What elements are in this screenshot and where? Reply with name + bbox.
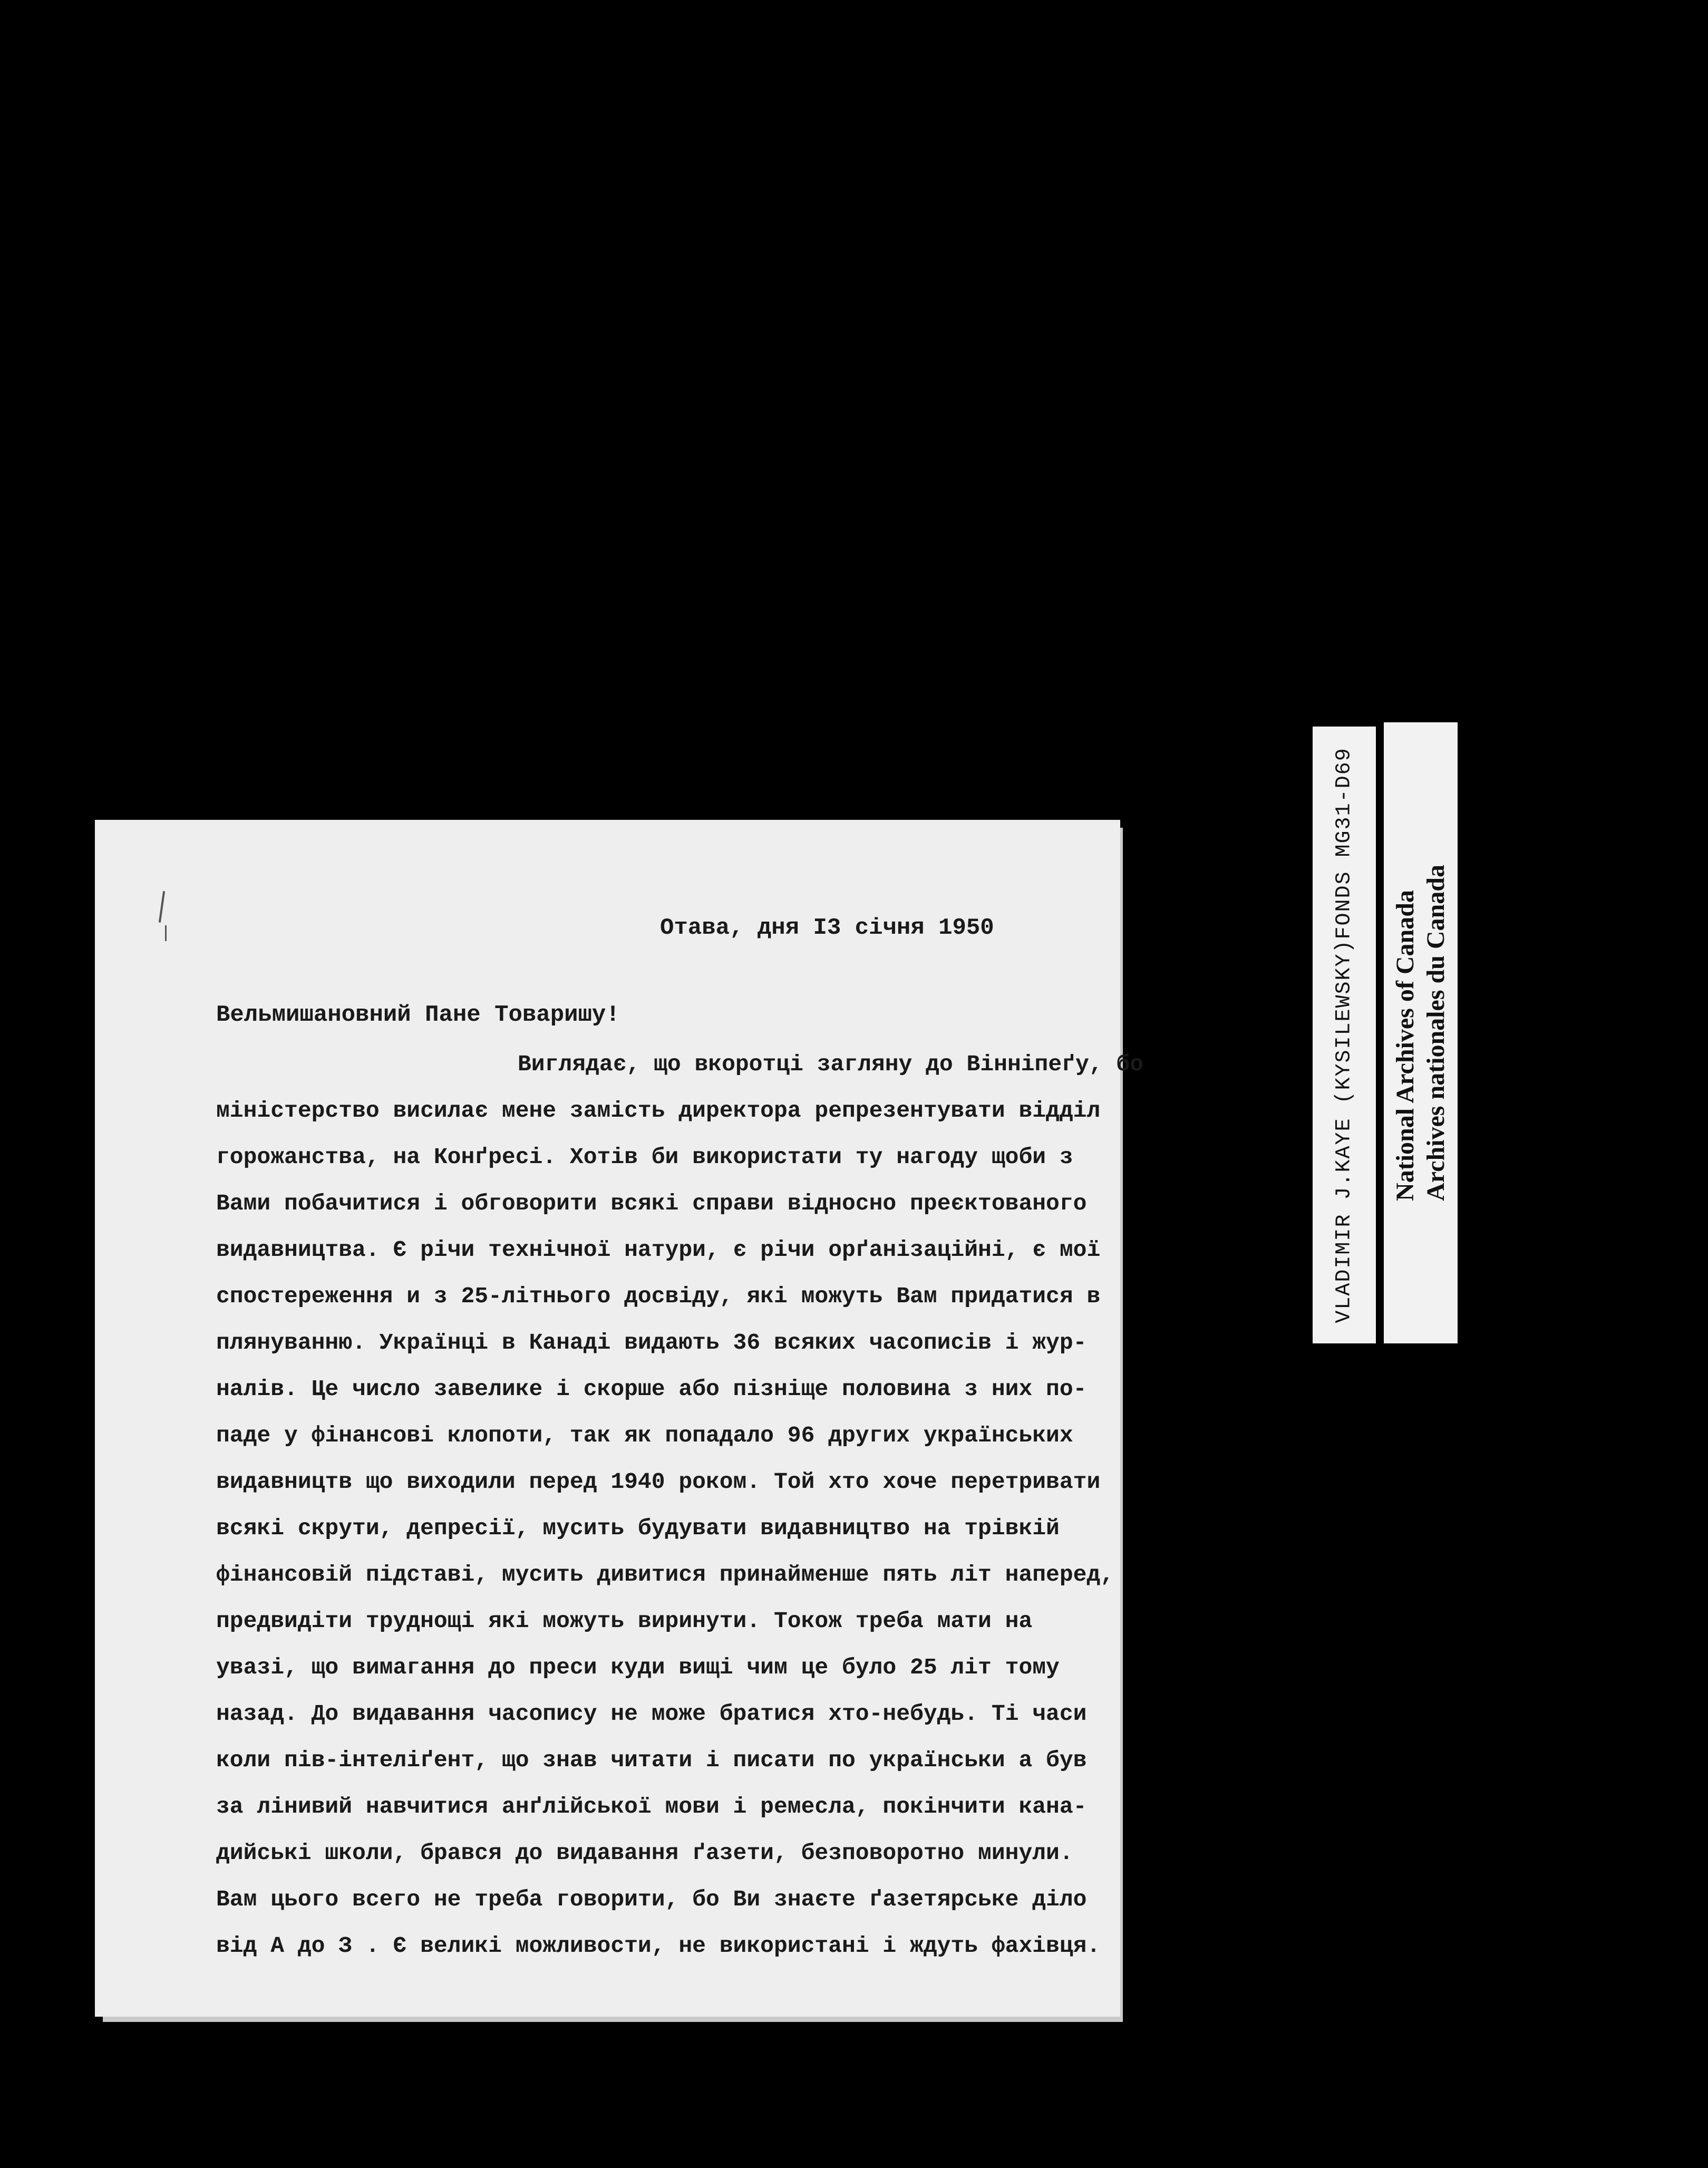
letter-line: видавництва. Є річи технічної натури, є річи орґанізаційні, є мої — [216, 1237, 1101, 1263]
letter-line: плянуванню. Українці в Канаді видають 36 всяких часописів і жур- — [216, 1330, 1087, 1356]
letter-line: паде у фінансові клопоти, так як попадало 96 других українських — [216, 1422, 1073, 1448]
letter-line: увазі, що вимагання до преси куди вищі чим це було 25 літ тому — [216, 1654, 1060, 1680]
archives-name-en: National Archives of Canada — [1391, 890, 1419, 1201]
pencil-mark — [159, 891, 165, 923]
letter-dateline: Отава, дня I3 січня 1950 — [660, 915, 994, 941]
letter-page — [95, 820, 1143, 2017]
letter-line: Вам цього всего не треба говорити, бо Ви знаєте ґазетярське діло — [216, 1886, 1087, 1912]
letter-salutation: Вельмишановний Пане Товаришу! — [216, 1002, 620, 1028]
fonds-label — [1313, 727, 1376, 1343]
letter-line: фінансовій підставі, мусить дивитися принайменше пять літ наперед, — [216, 1562, 1114, 1588]
letter-line: від А до З . Є великі можливости, не використані і ждуть фахівця. — [216, 1933, 1101, 1959]
letter-line: горожанства, на Конґресі. Хотів би використати ту нагоду щоби з — [216, 1144, 1073, 1170]
letter-line: дийські школи, брався до видавання ґазети, безповоротно минули. — [216, 1840, 1073, 1866]
letter-line: спостереження и з 25-літнього досвіду, які можуть Вам придатися в — [216, 1283, 1101, 1309]
fonds-label-text: VLADIMIR J.KAYE (KYSILEWSKY)FONDS MG31-D69 — [1332, 747, 1356, 1323]
letter-line: налів. Це число завелике і скорше або пізніще половина з них по- — [216, 1376, 1087, 1402]
letter-line: назад. До видавання часопису не може братися хто-небудь. Ті часи — [216, 1701, 1087, 1727]
pencil-mark — [165, 925, 167, 941]
letter-line: Виглядає, що вкоротці загляну до Вінніпеґу, бо — [518, 1051, 1143, 1077]
letter-body — [216, 1041, 1143, 1969]
letter-line: видавництв що виходили перед 1940 роком. Той хто хоче перетривати — [216, 1469, 1101, 1495]
letter-line: міністерство висилає мене замість директора репрезентувати відділ — [216, 1098, 1101, 1124]
archives-name-fr: Archives nationales du Canada — [1422, 865, 1450, 1201]
archives-label — [1384, 722, 1458, 1343]
letter-line: Вами побачитися і обговорити всякі справи відносно преєктованого — [216, 1191, 1087, 1216]
letter-line: коли пів-інтеліґент, що знав читати і писати по українськи а був — [216, 1747, 1087, 1773]
archives-label-text — [1390, 865, 1451, 1201]
letter-line: предвидіти труднощі які можуть виринути. Токож треба мати на — [216, 1608, 1033, 1634]
letter-line: за лінивий навчитися анґлійської мови і ремесла, покінчити кана- — [216, 1794, 1087, 1819]
letter-line: всякі скрути, депресії, мусить будувати видавництво на трівкій — [216, 1515, 1060, 1541]
